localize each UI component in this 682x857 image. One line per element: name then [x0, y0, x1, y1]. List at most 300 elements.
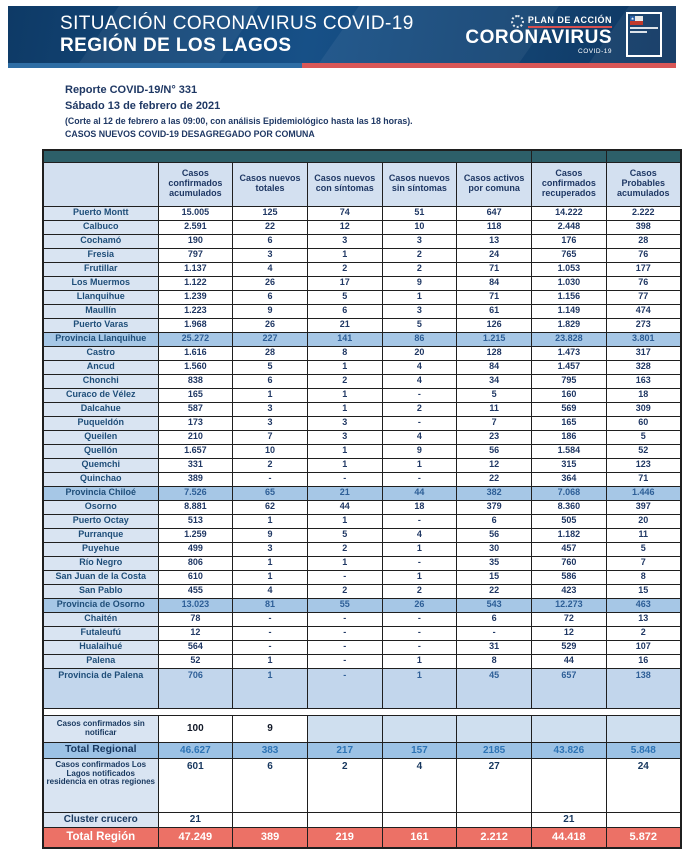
- value-cell: 1.616: [158, 346, 233, 360]
- value-cell: 2.212: [457, 827, 532, 848]
- strip-blue-segment: [8, 63, 302, 68]
- value-cell: 3: [233, 402, 308, 416]
- value-cell: 31: [457, 640, 532, 654]
- strip-red-segment: [302, 63, 676, 68]
- row-label: Total Regional: [43, 742, 158, 758]
- value-cell: 5: [307, 528, 382, 542]
- value-cell: 84: [457, 360, 532, 374]
- value-cell: 1: [307, 388, 382, 402]
- value-cell: 18: [606, 388, 681, 402]
- value-cell: 9: [233, 715, 308, 742]
- value-cell: 126: [457, 318, 532, 332]
- value-cell: 46.627: [158, 742, 233, 758]
- value-cell: 2: [307, 262, 382, 276]
- value-cell: 8: [307, 346, 382, 360]
- table-row: [43, 262, 681, 276]
- value-cell: [457, 715, 532, 742]
- value-cell: 219: [307, 827, 382, 848]
- header-banner: [8, 6, 676, 63]
- row-label: Hualaihué: [43, 640, 158, 654]
- row-label: Llanquihue: [43, 290, 158, 304]
- value-cell: 1.239: [158, 290, 233, 304]
- value-cell: 6: [233, 374, 308, 388]
- value-cell: 2.222: [606, 206, 681, 220]
- row-label: Chonchi: [43, 374, 158, 388]
- value-cell: 18: [382, 500, 457, 514]
- value-cell: 1.030: [532, 276, 607, 290]
- value-cell: 610: [158, 570, 233, 584]
- value-cell: 61: [457, 304, 532, 318]
- value-cell: 5: [606, 430, 681, 444]
- value-cell: 15.005: [158, 206, 233, 220]
- value-cell: 5: [382, 318, 457, 332]
- value-cell: 15: [606, 584, 681, 598]
- value-cell: 60: [606, 416, 681, 430]
- value-cell: 56: [457, 444, 532, 458]
- value-cell: 1: [233, 668, 308, 708]
- value-cell: 8.360: [532, 500, 607, 514]
- value-cell: 4: [382, 360, 457, 374]
- value-cell: 4: [382, 430, 457, 444]
- value-cell: 1.560: [158, 360, 233, 374]
- value-cell: 838: [158, 374, 233, 388]
- value-cell: 6: [457, 514, 532, 528]
- value-cell: 5: [606, 542, 681, 556]
- value-cell: 1: [382, 458, 457, 472]
- value-cell: 463: [606, 598, 681, 612]
- value-cell: 2: [233, 458, 308, 472]
- column-header: Casos nuevos sin síntomas: [382, 162, 457, 206]
- value-cell: 2.591: [158, 220, 233, 234]
- row-label: Dalcahue: [43, 402, 158, 416]
- value-cell: 9: [233, 528, 308, 542]
- value-cell: 760: [532, 556, 607, 570]
- value-cell: 56: [457, 528, 532, 542]
- table-row: [43, 388, 681, 402]
- table-row: [43, 556, 681, 570]
- value-cell: [382, 715, 457, 742]
- value-cell: 513: [158, 514, 233, 528]
- value-cell: 389: [233, 827, 308, 848]
- table-row: [43, 654, 681, 668]
- table-row: [43, 640, 681, 654]
- value-cell: 6: [307, 304, 382, 318]
- table-row: [43, 374, 681, 388]
- value-cell: 128: [457, 346, 532, 360]
- value-cell: 3: [307, 430, 382, 444]
- value-cell: 13.023: [158, 598, 233, 612]
- value-cell: 1.259: [158, 528, 233, 542]
- value-cell: 383: [233, 742, 308, 758]
- value-cell: 1.223: [158, 304, 233, 318]
- row-label: Río Negro: [43, 556, 158, 570]
- value-cell: 806: [158, 556, 233, 570]
- row-label: Total Región: [43, 827, 158, 848]
- spacer-cell: [532, 708, 607, 715]
- table-row: [43, 430, 681, 444]
- value-cell: [382, 812, 457, 827]
- value-cell: 44: [382, 486, 457, 500]
- value-cell: 505: [532, 514, 607, 528]
- logo-text-bar: [630, 27, 658, 29]
- value-cell: 5.848: [606, 742, 681, 758]
- value-cell: 10: [233, 444, 308, 458]
- banner-title: [60, 13, 414, 57]
- value-cell: 3: [307, 234, 382, 248]
- value-cell: 564: [158, 640, 233, 654]
- table-row: [43, 612, 681, 626]
- value-cell: 1: [233, 654, 308, 668]
- value-cell: 52: [158, 654, 233, 668]
- value-cell: 1: [307, 458, 382, 472]
- table-row: [43, 827, 681, 848]
- value-cell: 44: [307, 500, 382, 514]
- value-cell: -: [233, 640, 308, 654]
- value-cell: 6: [233, 234, 308, 248]
- value-cell: 397: [606, 500, 681, 514]
- value-cell: 4: [233, 262, 308, 276]
- value-cell: 16: [606, 654, 681, 668]
- value-cell: 77: [606, 290, 681, 304]
- row-label: Osorno: [43, 500, 158, 514]
- value-cell: 52: [606, 444, 681, 458]
- row-label: San Pablo: [43, 584, 158, 598]
- column-header: Casos confirmados recuperados: [532, 162, 607, 206]
- value-cell: 1.473: [532, 346, 607, 360]
- value-cell: 3: [233, 248, 308, 262]
- value-cell: 7: [457, 416, 532, 430]
- value-cell: 161: [382, 827, 457, 848]
- value-cell: 7: [233, 430, 308, 444]
- value-cell: 24: [457, 248, 532, 262]
- plan-kicker-label: PLAN DE ACCIÓN: [528, 15, 612, 28]
- value-cell: 43.826: [532, 742, 607, 758]
- value-cell: 165: [158, 388, 233, 402]
- value-cell: 81: [233, 598, 308, 612]
- row-label: Casos confirmados sin notificar: [43, 715, 158, 742]
- value-cell: -: [382, 514, 457, 528]
- value-cell: 26: [233, 318, 308, 332]
- row-label: Provincia Llanquihue: [43, 332, 158, 346]
- value-cell: 1: [307, 444, 382, 458]
- table-row: [43, 318, 681, 332]
- value-cell: -: [382, 556, 457, 570]
- value-cell: 9: [233, 304, 308, 318]
- value-cell: 389: [158, 472, 233, 486]
- value-cell: 21: [158, 812, 233, 827]
- value-cell: [233, 812, 308, 827]
- value-cell: 3: [307, 416, 382, 430]
- value-cell: 71: [457, 290, 532, 304]
- value-cell: 20: [606, 514, 681, 528]
- value-cell: 795: [532, 374, 607, 388]
- value-cell: 1.968: [158, 318, 233, 332]
- value-cell: 587: [158, 402, 233, 416]
- value-cell: 8: [457, 654, 532, 668]
- value-cell: 7.068: [532, 486, 607, 500]
- row-label: Puerto Varas: [43, 318, 158, 332]
- column-header: Casos confirmados acumulados: [158, 162, 233, 206]
- value-cell: 1.149: [532, 304, 607, 318]
- value-cell: 457: [532, 542, 607, 556]
- value-cell: 1: [382, 290, 457, 304]
- value-cell: 1: [307, 514, 382, 528]
- value-cell: 55: [307, 598, 382, 612]
- table-row: [43, 290, 681, 304]
- table-row: [43, 514, 681, 528]
- column-header: Casos activos por comuna: [457, 162, 532, 206]
- value-cell: 44.418: [532, 827, 607, 848]
- row-label: Fresia: [43, 248, 158, 262]
- value-cell: 34: [457, 374, 532, 388]
- value-cell: [307, 812, 382, 827]
- table-top-band: [43, 150, 681, 162]
- table-row: [43, 812, 681, 827]
- value-cell: 474: [606, 304, 681, 318]
- value-cell: 11: [457, 402, 532, 416]
- row-label: Cluster crucero: [43, 812, 158, 827]
- value-cell: 4: [233, 584, 308, 598]
- value-cell: 3.801: [606, 332, 681, 346]
- value-cell: 2: [307, 374, 382, 388]
- spacer-cell: [43, 708, 158, 715]
- value-cell: 12: [532, 626, 607, 640]
- value-cell: 160: [532, 388, 607, 402]
- corner-cell: [43, 162, 158, 206]
- value-cell: 13: [606, 612, 681, 626]
- table-row: [43, 472, 681, 486]
- row-label: Los Muermos: [43, 276, 158, 290]
- value-cell: 4: [382, 528, 457, 542]
- row-label: Quemchi: [43, 458, 158, 472]
- value-cell: 210: [158, 430, 233, 444]
- value-cell: 1: [307, 248, 382, 262]
- value-cell: 30: [457, 542, 532, 556]
- value-cell: -: [307, 626, 382, 640]
- value-cell: 1.182: [532, 528, 607, 542]
- row-label: Castro: [43, 346, 158, 360]
- row-label: Provincia de Palena: [43, 668, 158, 708]
- value-cell: 21: [307, 486, 382, 500]
- spacer-cell: [382, 708, 457, 715]
- chile-flag-icon: ★: [630, 16, 643, 25]
- value-cell: 1.584: [532, 444, 607, 458]
- value-cell: -: [307, 668, 382, 708]
- value-cell: -: [307, 612, 382, 626]
- value-cell: 1: [382, 654, 457, 668]
- value-cell: 1: [233, 388, 308, 402]
- value-cell: 72: [532, 612, 607, 626]
- value-cell: 123: [606, 458, 681, 472]
- value-cell: 10: [382, 220, 457, 234]
- table-row: [43, 248, 681, 262]
- value-cell: 3: [382, 234, 457, 248]
- value-cell: 86: [382, 332, 457, 346]
- value-cell: 190: [158, 234, 233, 248]
- banner-underline-strip: [8, 63, 676, 68]
- value-cell: 138: [606, 668, 681, 708]
- value-cell: 2: [382, 248, 457, 262]
- value-cell: 1: [382, 542, 457, 556]
- value-cell: 27: [457, 758, 532, 812]
- value-cell: 1: [307, 556, 382, 570]
- report-cutoff-note: (Corte al 12 de febrero a las 09:00, con análisis Epidemiológico hasta las 18 horas).: [65, 115, 413, 126]
- value-cell: 65: [233, 486, 308, 500]
- row-label: Queilen: [43, 430, 158, 444]
- value-cell: 44: [532, 654, 607, 668]
- value-cell: -: [307, 640, 382, 654]
- value-cell: 1: [307, 360, 382, 374]
- value-cell: -: [382, 640, 457, 654]
- value-cell: 141: [307, 332, 382, 346]
- row-label: Purranque: [43, 528, 158, 542]
- top-band-cell: [606, 150, 681, 162]
- value-cell: 107: [606, 640, 681, 654]
- gobierno-de-chile-logo: [626, 12, 662, 57]
- value-cell: 23: [457, 430, 532, 444]
- value-cell: 22: [457, 472, 532, 486]
- value-cell: 2185: [457, 742, 532, 758]
- spacer-cell: [606, 708, 681, 715]
- value-cell: 125: [233, 206, 308, 220]
- value-cell: 423: [532, 584, 607, 598]
- value-cell: -: [382, 416, 457, 430]
- value-cell: 165: [532, 416, 607, 430]
- value-cell: 6: [233, 290, 308, 304]
- value-cell: 1: [307, 402, 382, 416]
- value-cell: 15: [457, 570, 532, 584]
- value-cell: 2: [382, 584, 457, 598]
- row-label: Puqueldón: [43, 416, 158, 430]
- value-cell: 2: [307, 584, 382, 598]
- table-row: [43, 626, 681, 640]
- value-cell: 1: [233, 570, 308, 584]
- value-cell: 2: [307, 758, 382, 812]
- value-cell: 76: [606, 276, 681, 290]
- value-cell: 1.137: [158, 262, 233, 276]
- value-cell: -: [382, 626, 457, 640]
- value-cell: 2: [606, 626, 681, 640]
- value-cell: 5: [233, 360, 308, 374]
- value-cell: 78: [158, 612, 233, 626]
- value-cell: 25.272: [158, 332, 233, 346]
- value-cell: 217: [307, 742, 382, 758]
- value-cell: 569: [532, 402, 607, 416]
- table-row: [43, 458, 681, 472]
- value-cell: 529: [532, 640, 607, 654]
- row-label: Curaco de Vélez: [43, 388, 158, 402]
- value-cell: 6: [233, 758, 308, 812]
- value-cell: 28: [606, 234, 681, 248]
- value-cell: 26: [233, 276, 308, 290]
- table-row: [43, 742, 681, 758]
- value-cell: 176: [532, 234, 607, 248]
- value-cell: -: [457, 626, 532, 640]
- value-cell: 706: [158, 668, 233, 708]
- covid-comunas-table: [42, 149, 682, 849]
- value-cell: 177: [606, 262, 681, 276]
- spacer-cell: [233, 708, 308, 715]
- value-cell: 71: [606, 472, 681, 486]
- report-number: Reporte COVID-19/N° 331: [65, 84, 198, 96]
- value-cell: 8.881: [158, 500, 233, 514]
- value-cell: [532, 758, 607, 812]
- column-header: Casos nuevos totales: [233, 162, 308, 206]
- value-cell: 163: [606, 374, 681, 388]
- row-label: Provincia Chiloé: [43, 486, 158, 500]
- row-label: Frutillar: [43, 262, 158, 276]
- table-row: [43, 528, 681, 542]
- value-cell: 9: [382, 276, 457, 290]
- value-cell: 364: [532, 472, 607, 486]
- value-cell: 100: [158, 715, 233, 742]
- value-cell: 1: [382, 570, 457, 584]
- value-cell: [606, 812, 681, 827]
- table-row: [43, 444, 681, 458]
- value-cell: -: [382, 472, 457, 486]
- value-cell: 1.215: [457, 332, 532, 346]
- value-cell: -: [233, 612, 308, 626]
- value-cell: 382: [457, 486, 532, 500]
- table-row: [43, 758, 681, 812]
- table-row: [43, 542, 681, 556]
- value-cell: 1.829: [532, 318, 607, 332]
- value-cell: 499: [158, 542, 233, 556]
- table-caption: CASOS NUEVOS COVID-19 DESAGREGADO POR COMUNA: [65, 129, 315, 140]
- value-cell: 5.872: [606, 827, 681, 848]
- value-cell: 186: [532, 430, 607, 444]
- table-row: [43, 598, 681, 612]
- value-cell: 24: [606, 758, 681, 812]
- value-cell: 3: [382, 304, 457, 318]
- value-cell: 74: [307, 206, 382, 220]
- value-cell: 315: [532, 458, 607, 472]
- row-label: Provincia de Osorno: [43, 598, 158, 612]
- table-row: [43, 332, 681, 346]
- table-row: [43, 715, 681, 742]
- value-cell: -: [307, 570, 382, 584]
- table-row: [43, 668, 681, 708]
- value-cell: 118: [457, 220, 532, 234]
- table-row: [43, 500, 681, 514]
- report-intro: [65, 83, 682, 141]
- value-cell: 543: [457, 598, 532, 612]
- value-cell: 12.273: [532, 598, 607, 612]
- row-label: Puerto Octay: [43, 514, 158, 528]
- row-label: Palena: [43, 654, 158, 668]
- value-cell: -: [307, 654, 382, 668]
- value-cell: [606, 715, 681, 742]
- value-cell: 62: [233, 500, 308, 514]
- value-cell: 227: [233, 332, 308, 346]
- table-row: [43, 276, 681, 290]
- value-cell: 28: [233, 346, 308, 360]
- table-row: [43, 416, 681, 430]
- value-cell: 14.222: [532, 206, 607, 220]
- value-cell: -: [382, 388, 457, 402]
- value-cell: 11: [606, 528, 681, 542]
- row-label: Quellón: [43, 444, 158, 458]
- value-cell: 309: [606, 402, 681, 416]
- value-cell: 5: [457, 388, 532, 402]
- value-cell: [457, 812, 532, 827]
- value-cell: [307, 715, 382, 742]
- row-label: Puerto Montt: [43, 206, 158, 220]
- value-cell: 21: [307, 318, 382, 332]
- value-cell: 455: [158, 584, 233, 598]
- value-cell: -: [233, 472, 308, 486]
- table-row: [43, 486, 681, 500]
